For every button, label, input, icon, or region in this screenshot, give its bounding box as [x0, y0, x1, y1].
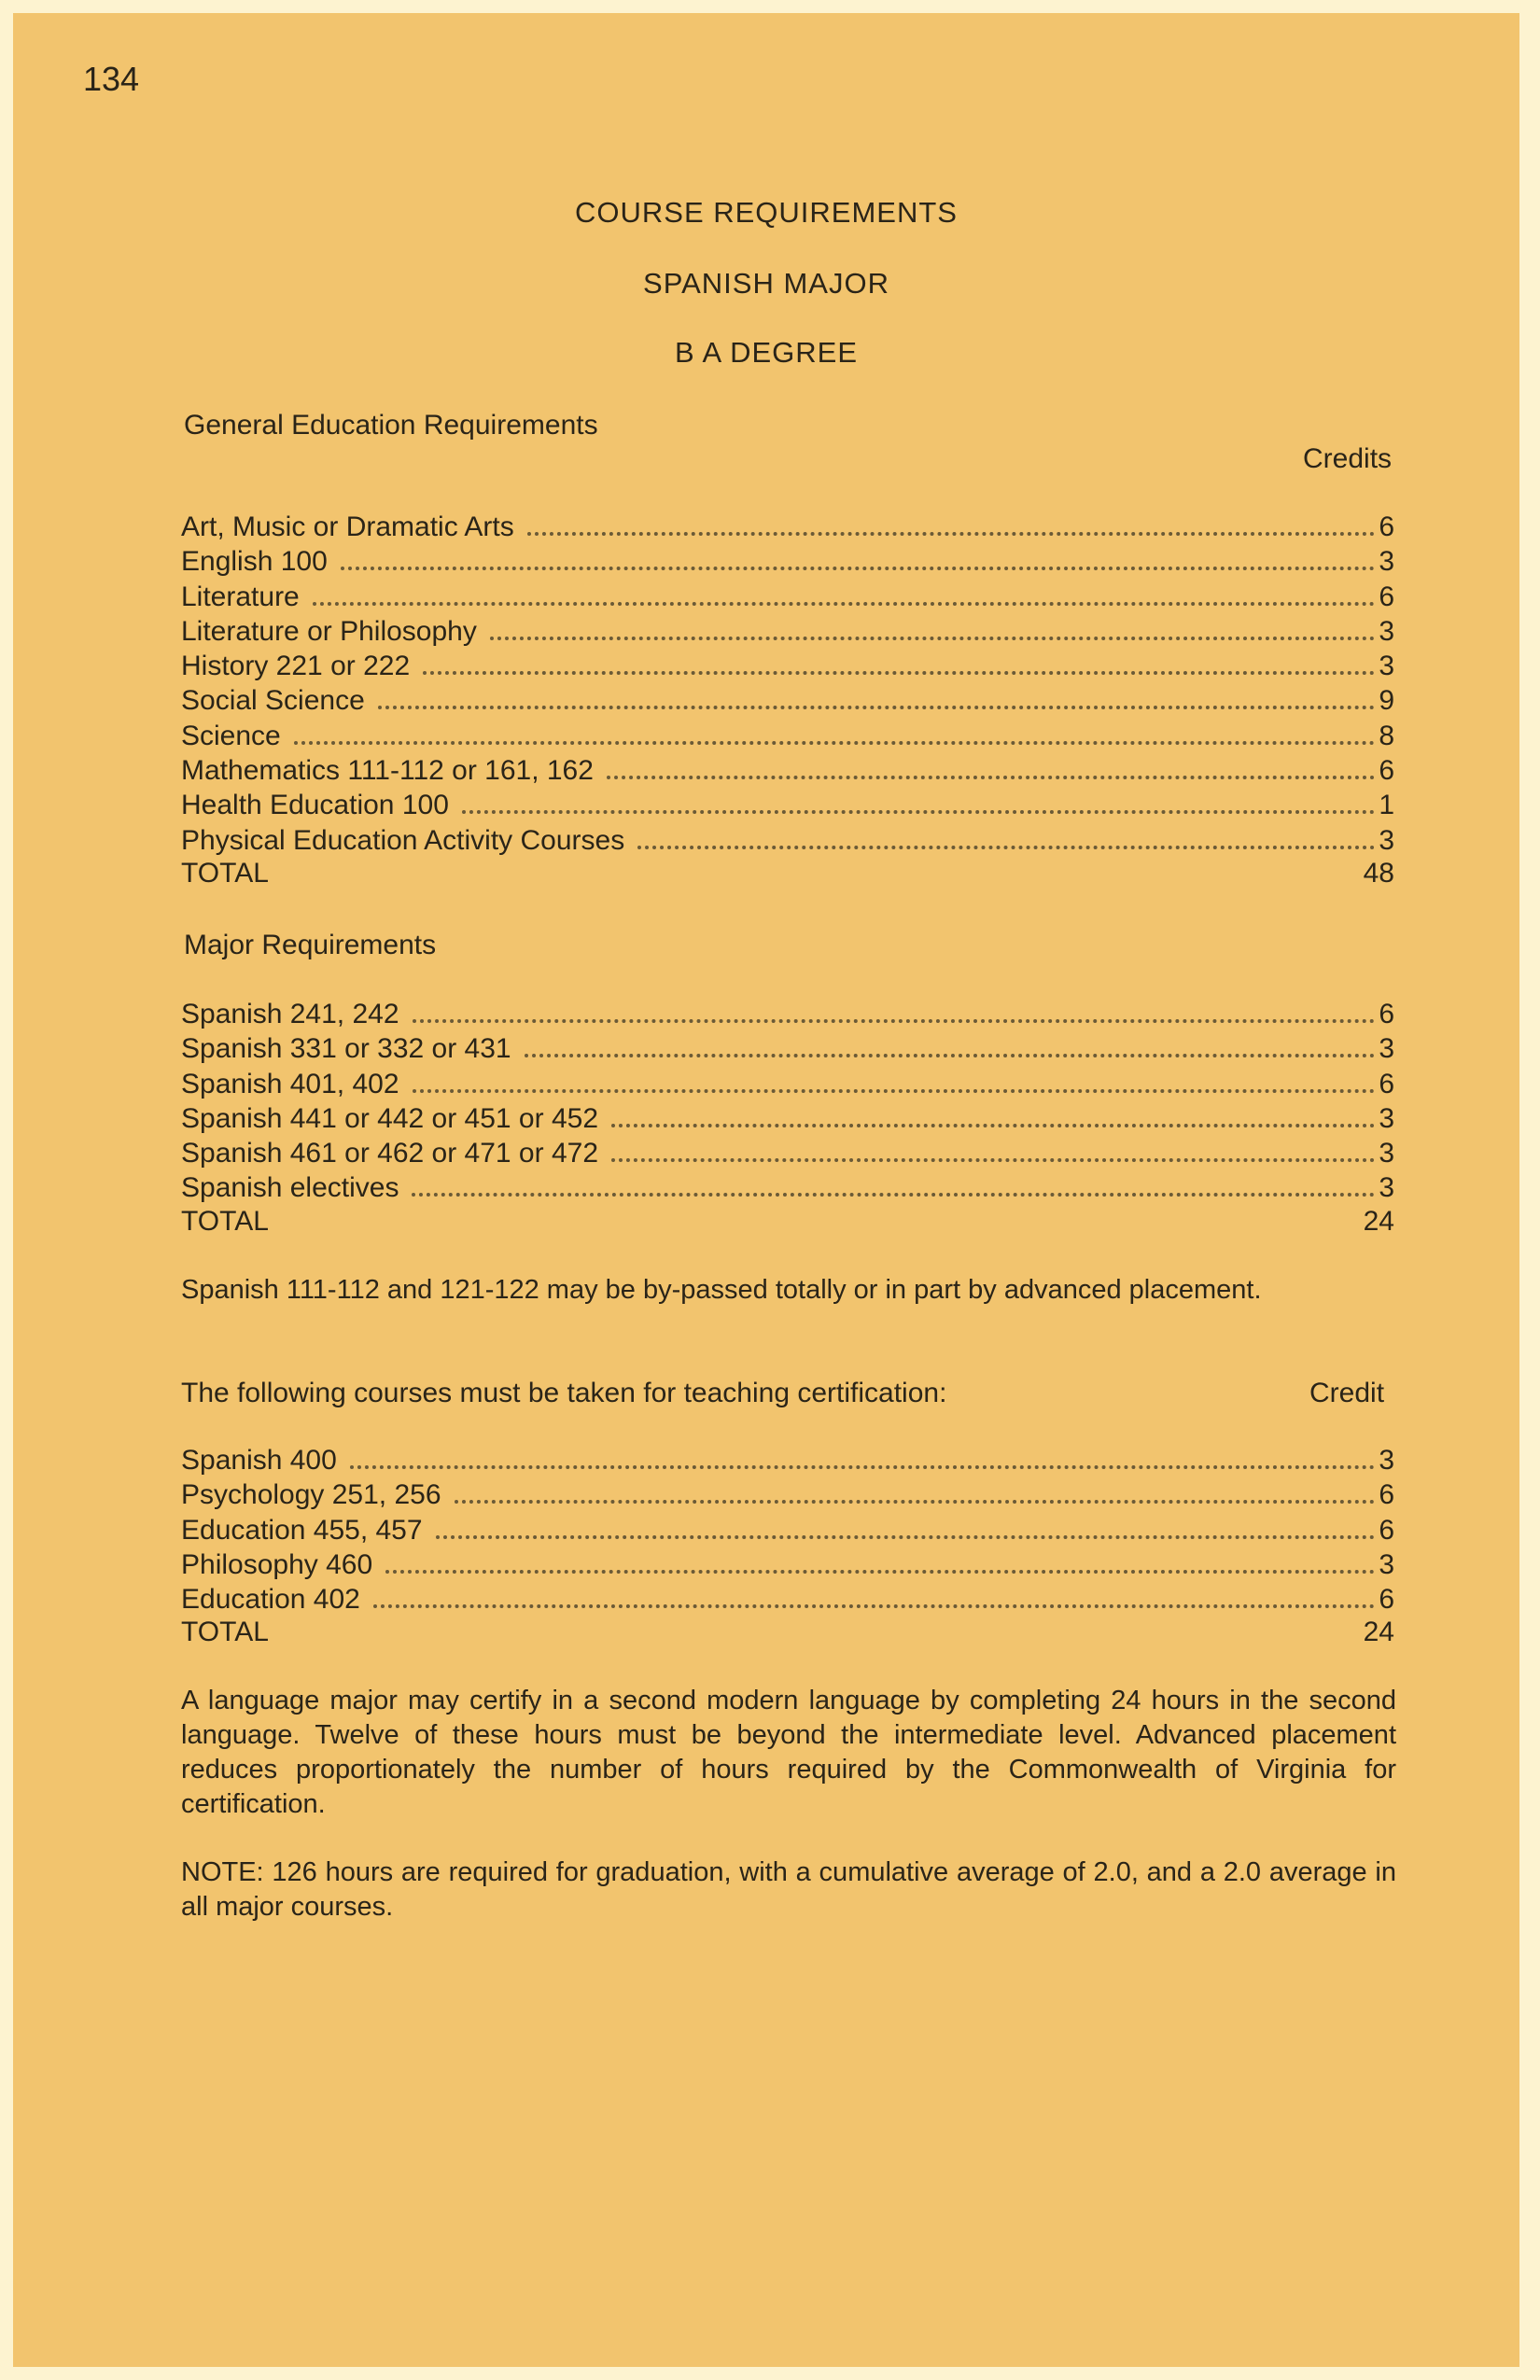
course-credits: 6 [1379, 1514, 1394, 1546]
course-credits: 3 [1379, 1548, 1394, 1580]
major-requirements-list [181, 997, 1394, 1240]
course-credits: 3 [1379, 824, 1394, 856]
total-row [181, 1617, 1394, 1651]
dot-leader [525, 1031, 1376, 1057]
page-subtitle: SPANISH MAJOR [643, 267, 889, 300]
total-row [181, 858, 1394, 892]
list-item [181, 544, 1394, 579]
major-requirements-heading: Major Requirements [184, 930, 437, 960]
course-label: English 100 [181, 546, 328, 578]
course-label: Spanish 331 or 332 or 431 [181, 1033, 511, 1065]
course-credits: 3 [1379, 1138, 1394, 1169]
dot-leader [413, 1067, 1376, 1093]
total-label: TOTAL [181, 857, 269, 889]
dot-leader [611, 1136, 1375, 1162]
total-value: 24 [1363, 1205, 1394, 1237]
total-value: 24 [1363, 1617, 1394, 1648]
graduation-note: NOTE: 126 hours are required for graduation, with a cumulative average of 2.0, and a 2.0 average in all major courses. [181, 1857, 1396, 1922]
dot-leader [527, 510, 1376, 536]
total-row [181, 1206, 1394, 1240]
course-label: Spanish 400 [181, 1445, 337, 1476]
list-item [181, 510, 1394, 544]
course-credits: 6 [1379, 1479, 1394, 1511]
course-credits: 6 [1379, 755, 1394, 787]
total-value: 48 [1363, 857, 1394, 889]
list-item [181, 1582, 1394, 1617]
dot-leader [294, 719, 1376, 745]
list-item [181, 1443, 1394, 1477]
list-item [181, 1067, 1394, 1101]
dot-leader [413, 997, 1376, 1023]
course-label: Art, Music or Dramatic Arts [181, 511, 514, 542]
bypass-note: Spanish 111-112 and 121-122 may be by-passed totally or in part by advanced placement. [181, 1275, 1262, 1305]
list-item [181, 997, 1394, 1031]
course-label: Education 402 [181, 1584, 360, 1616]
list-item [181, 823, 1394, 858]
course-credits: 3 [1379, 546, 1394, 578]
course-credits: 3 [1379, 615, 1394, 647]
list-item [181, 753, 1394, 788]
dot-leader [462, 788, 1375, 814]
course-credits: 6 [1379, 1068, 1394, 1099]
total-label: TOTAL [181, 1617, 269, 1648]
dot-leader [350, 1443, 1376, 1469]
page-title: COURSE REQUIREMENTS [575, 196, 958, 229]
course-credits: 9 [1379, 685, 1394, 717]
course-credits: 6 [1379, 511, 1394, 542]
course-label: Education 455, 457 [181, 1514, 423, 1546]
list-item [181, 719, 1394, 753]
dot-leader [341, 544, 1376, 570]
general-education-heading: General Education Requirements [184, 410, 598, 441]
course-label: Psychology 251, 256 [181, 1479, 441, 1511]
course-credits: 6 [1379, 1584, 1394, 1616]
course-label: Physical Education Activity Courses [181, 824, 625, 856]
course-label: Science [181, 720, 281, 751]
list-item [181, 788, 1394, 822]
course-credits: 3 [1379, 651, 1394, 682]
dot-leader [455, 1477, 1376, 1504]
credits-column-header: Credits [1303, 443, 1393, 474]
course-credits: 3 [1379, 1445, 1394, 1476]
degree-title: B A DEGREE [674, 336, 859, 369]
course-credits: 3 [1379, 1102, 1394, 1134]
list-item [181, 614, 1394, 649]
course-credits: 6 [1379, 581, 1394, 612]
course-label: Spanish electives [181, 1172, 399, 1204]
dot-leader [385, 1547, 1375, 1574]
course-label: Philosophy 460 [181, 1548, 373, 1580]
course-label: Literature or Philosophy [181, 615, 477, 647]
dot-leader [436, 1513, 1376, 1539]
dot-leader [607, 753, 1375, 779]
list-item [181, 580, 1394, 614]
course-label: Social Science [181, 685, 365, 717]
page-number: 134 [83, 60, 140, 98]
catalog-page [13, 13, 1519, 2367]
course-credits: 3 [1379, 1033, 1394, 1065]
course-credits: 8 [1379, 720, 1394, 751]
dot-leader [637, 823, 1375, 849]
dot-leader [490, 614, 1375, 640]
course-label: Spanish 241, 242 [181, 999, 399, 1029]
list-item [181, 1513, 1394, 1547]
course-credits: 3 [1379, 1172, 1394, 1204]
dot-leader [412, 1170, 1375, 1197]
dot-leader [313, 580, 1376, 606]
course-label: Literature [181, 581, 300, 612]
dot-leader [423, 649, 1375, 675]
credit-column-header: Credit [1309, 1378, 1385, 1408]
course-credits: 1 [1379, 790, 1394, 821]
dot-leader [611, 1101, 1375, 1127]
list-item [181, 1547, 1394, 1582]
certification-list [181, 1443, 1394, 1652]
certification-heading: The following courses must be taken for teaching certification: [181, 1378, 947, 1408]
language-note: A language major may certify in a second modern language by completing 24 hours in the second language. Twelve of these hours must be beyond the intermediate level. Advanced placement reduces proportionately the number of hours required by the Commonwealth of Virginia for certification. [181, 1686, 1396, 1819]
dot-leader [378, 683, 1376, 709]
course-label: Spanish 461 or 462 or 471 or 472 [181, 1138, 598, 1169]
course-label: Mathematics 111-112 or 161, 162 [181, 755, 594, 787]
course-label: Spanish 401, 402 [181, 1068, 399, 1099]
dot-leader [373, 1582, 1375, 1608]
total-label: TOTAL [181, 1205, 269, 1237]
list-item [181, 1136, 1394, 1170]
course-label: Health Education 100 [181, 790, 449, 821]
course-label: Spanish 441 or 442 or 451 or 452 [181, 1102, 598, 1134]
general-education-list [181, 510, 1394, 892]
course-label: History 221 or 222 [181, 651, 411, 682]
list-item [181, 683, 1394, 718]
list-item [181, 1170, 1394, 1205]
course-credits: 6 [1379, 999, 1394, 1029]
list-item [181, 1477, 1394, 1512]
list-item [181, 1031, 1394, 1066]
list-item [181, 1101, 1394, 1136]
list-item [181, 649, 1394, 683]
